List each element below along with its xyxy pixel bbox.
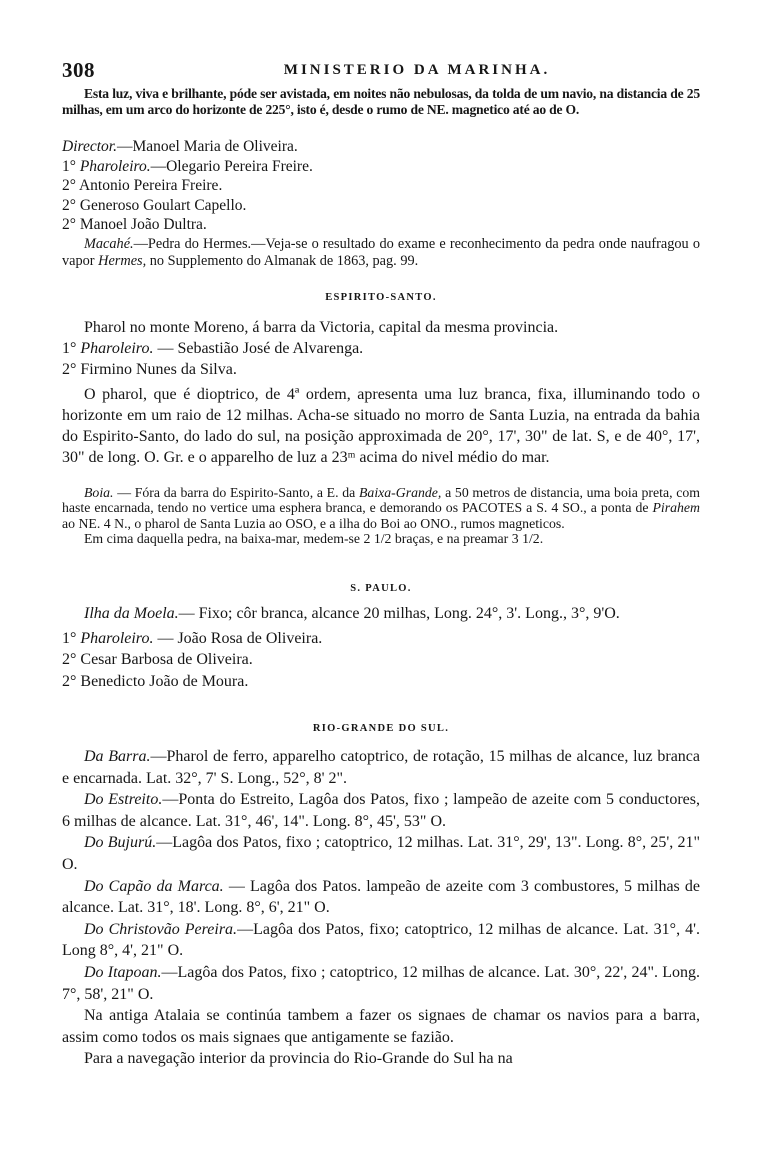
keeper-line: 1° Pharoleiro. — Sebastião José de Alvarenga. bbox=[62, 340, 364, 357]
running-title: MINISTERIO DA MARINHA. bbox=[283, 62, 551, 78]
keeper-line: 2° Cesar Barbosa de Oliveira. bbox=[62, 651, 253, 668]
keeper-line: 2° Manoel João Dultra. bbox=[62, 216, 207, 233]
keeper-line: 2° Firmino Nunes da Silva. bbox=[62, 361, 237, 378]
keeper-line: 2° Benedicto João de Moura. bbox=[62, 672, 249, 690]
section-heading-espirito-santo: ESPIRITO-SANTO. bbox=[325, 292, 437, 303]
espirito-santo-section bbox=[62, 317, 700, 468]
lighthouse-entry: Do Bujurú.—Lagôa dos Patos, fixo ; catoptrico, 12 milhas. Lat. 31°, 29', 13". Long. 8°, 25', 21" O. bbox=[62, 834, 701, 873]
lighthouse-entry: Do Itapoan.—Lagôa dos Patos, fixo ; catoptrico, 12 milhas de alcance. Lat. 30°, 22', 24". Long. 7°, 58', 21" O. bbox=[62, 963, 701, 1003]
staff-list bbox=[62, 137, 700, 235]
buoy-paragraph: Boia. — Fóra da barra do Espirito-Santo, a E. da Baixa-Grande, a 50 metros de distancia, uma boia preta, com haste encarnada, tendo no vertice uma esphera branca, e demorando os PACOTES a S. 4 SO., a ponta de Pirahem ao NE. 4 N., o pharol de Santa Luzia ao OSO, e a ilha do Boi ao ONO., rumos magneticos. Em cima daquella pedra, na baixa-mar, medem-se 2 1/2 braças, e na preamar 3 1/2. bbox=[62, 485, 700, 547]
macahe-paragraph: Macahé.—Pedra do Hermes.—Veja-se o resultado do exame e reconhecimento da pedra onde naufragou o vapor Hermes, no Supplemento do Almanak de 1863, pag. 99. bbox=[62, 236, 700, 270]
page-header bbox=[62, 58, 702, 84]
keeper-line: 2° Generoso Goulart Capello. bbox=[62, 196, 247, 214]
keeper-line: 1° Pharoleiro.—Olegario Pereira Freire. bbox=[62, 157, 313, 175]
espirito-santo-intro: Pharol no monte Moreno, á barra da Victoria, capital da mesma provincia. bbox=[84, 319, 559, 336]
sao-paulo-section bbox=[62, 603, 700, 692]
keeper-line: 1° Pharoleiro. — João Rosa de Oliveira. bbox=[62, 629, 323, 647]
section-heading-rio-grande: RIO-GRANDE DO SUL. bbox=[312, 723, 450, 734]
moela-island-entry: Ilha da Moela.— Fixo; côr branca, alcance 20 milhas, Long. 24°, 3'. Long., 3°, 9'O. bbox=[84, 605, 620, 622]
lighthouse-entry: Da Barra.—Pharol de ferro, apparelho catoptrico, de rotação, 15 milhas de alcance, luz branca e encarnada. Lat. 32°, 7' S. Long., 52°, 8' 2". bbox=[62, 748, 700, 787]
page-number: 308 bbox=[62, 58, 95, 82]
section-heading-sao-paulo: S. PAULO. bbox=[350, 583, 412, 594]
depth-note: Em cima daquella pedra, na baixa-mar, medem-se 2 1/2 braças, e na preamar 3 1/2. bbox=[84, 531, 544, 547]
interior-navigation-paragraph: Para a navegação interior da provincia do Rio-Grande do Sul ha na bbox=[84, 1050, 513, 1068]
director-line: Director.—Manoel Maria de Oliveira. bbox=[62, 138, 298, 155]
lighthouse-entry: Do Capão da Marca. — Lagôa dos Patos. lampeão de azeite com 3 combustores, 5 milhas de alcance. Lat. 31°, 18'. Long. 8°, 6', 21" O. bbox=[62, 877, 701, 917]
signals-paragraph: Na antiga Atalaia se continúa tambem a fazer os signaes de chamar os navios para a barra, assim como todos os mais signaes que antigamente se fazião. bbox=[62, 1007, 700, 1046]
lighthouse-entry: Do Christovão Pereira.—Lagôa dos Patos, fixo; catoptrico, 12 milhas de alcance. Lat. 31°, 4'. Long 8°, 4', 21" O. bbox=[62, 920, 701, 960]
rio-grande-section bbox=[62, 746, 700, 1070]
keeper-line: 2° Antonio Pereira Freire. bbox=[62, 177, 223, 194]
lighthouse-entry: Do Estreito.—Ponta do Estreito, Lagôa dos Patos, fixo ; lampeão de azeite com 5 conductores, 6 milhas de alcance. Lat. 31°, 46', 14". Long. 8°, 45', 53" O. bbox=[62, 791, 700, 830]
light-visibility-paragraph: Esta luz, viva e brilhante, póde ser avistada, em noites não nebulosas, da tolda de um navio, na distancia de 25 milhas, em um arco do horizonte de 225°, isto é, desde o rumo de NE. magnetico até ao de O. bbox=[62, 86, 700, 118]
lighthouse-description: O pharol, que é dioptrico, de 4ª ordem, apresenta uma luz branca, fixa, illuminando todo o horizonte em um raio de 12 milhas. Acha-se situado no morro de Santa Luzia, na entrada da bahia do Espirito-Santo, do lado do sul, na posição approximada de 20°, 17', 30" de lat. S, e de 40°, 17', 30" de long. O. Gr. e o apparelho de luz a 23ᵐ acima do nivel médio do mar. bbox=[62, 386, 700, 466]
